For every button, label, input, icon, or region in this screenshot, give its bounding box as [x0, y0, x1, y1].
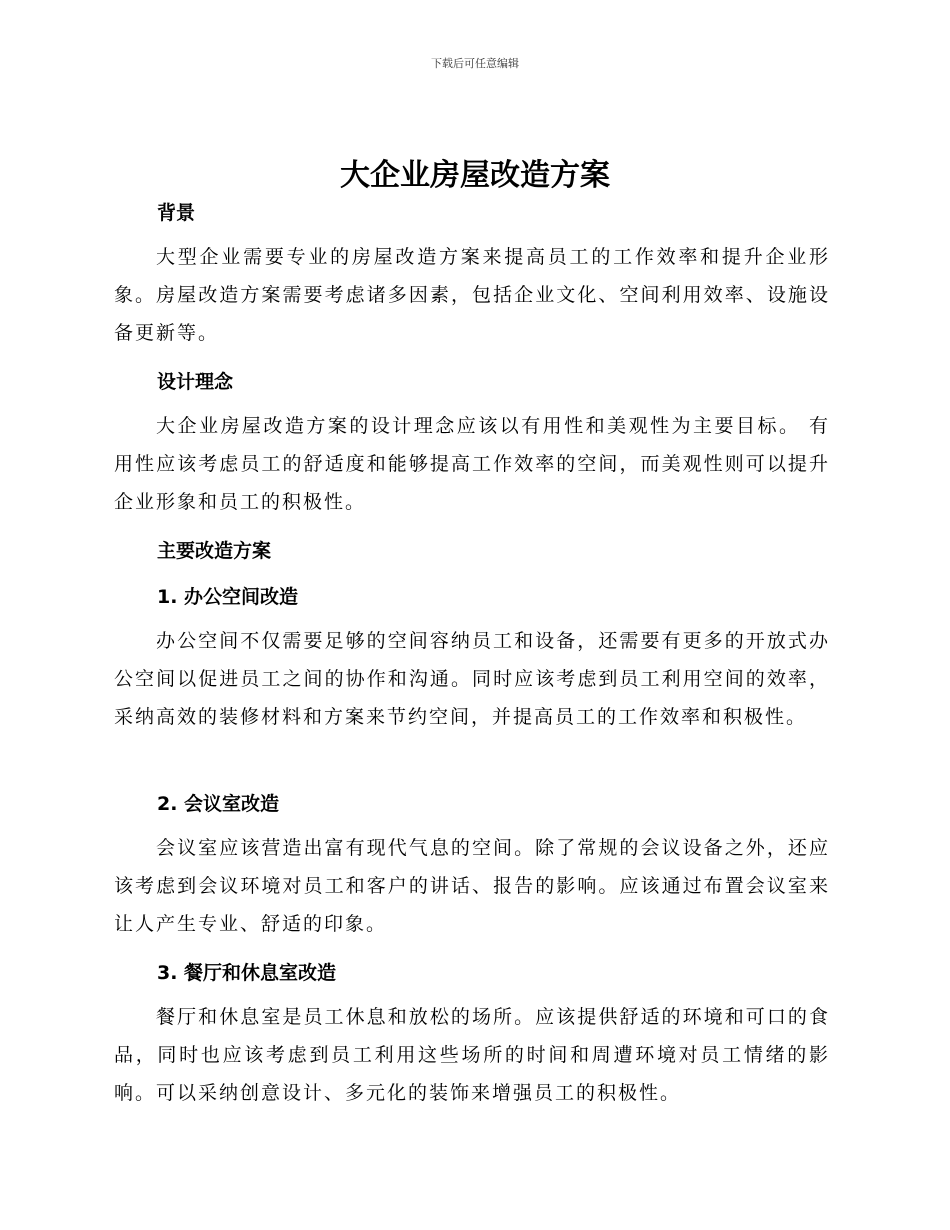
paragraph-meeting-room: 会议室应该营造出富有现代气息的空间。除了常规的会议设备之外，还应该考虑到会议环境对员工和客户的讲话、报告的影响。应该通过布置会议室来让人产生专业、舒适的印象。 [114, 837, 830, 935]
section-heading-dining-lounge: 3. 餐厅和休息室改造 [157, 962, 337, 984]
paragraph-background: 大型企业需要专业的房屋改造方案来提高员工的工作效率和提升企业形象。房屋改造方案需要考虑诸多因素，包括企业文化、空间利用效率、设施设备更新等。 [114, 246, 830, 344]
header-note: 下载后可任意编辑 [431, 57, 519, 70]
section-heading-background: 背景 [157, 202, 196, 224]
paragraph-dining-lounge: 餐厅和休息室是员工休息和放松的场所。应该提供舒适的环境和可口的食品，同时也应该考虑到员工利用这些场所的时间和周遭环境对员工情绪的影响。可以采纳创意设计、多元化的装饰来增强员工的积极性。 [114, 1006, 830, 1104]
paragraph-office-space: 办公空间不仅需要足够的空间容纳员工和设备，还需要有更多的开放式办公空间以促进员工之间的协作和沟通。同时应该考虑到员工利用空间的效率，采纳高效的装修材料和方案来节约空间，并提高员工的工作效率和积极性。 [114, 630, 830, 728]
section-heading-design-concept: 设计理念 [157, 371, 234, 393]
document-title: 大企业房屋改造方案 [340, 158, 610, 193]
section-heading-main-plan: 主要改造方案 [157, 540, 272, 562]
paragraph-design-concept: 大企业房屋改造方案的设计理念应该以有用性和美观性为主要目标。 有用性应该考虑员工的舒适度和能够提高工作效率的空间，而美观性则可以提升企业形象和员工的积极性。 [114, 415, 830, 513]
section-heading-meeting-room: 2. 会议室改造 [157, 793, 280, 815]
section-heading-office-space: 1. 办公空间改造 [157, 586, 299, 608]
